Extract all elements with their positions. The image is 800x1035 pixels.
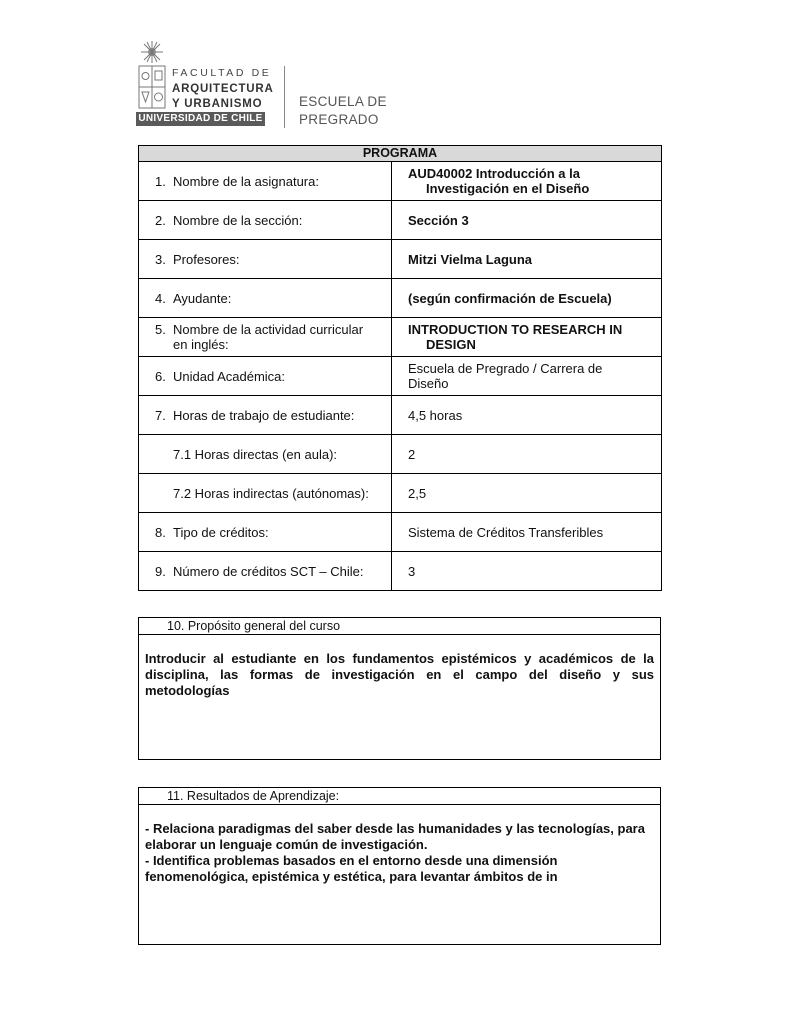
credits-value: 3 [392,552,662,591]
school-line-2: PREGRADO [299,112,379,127]
table-row [139,201,662,240]
table-row [139,240,662,279]
row-label: 7.2 Horas indirectas (autónomas): [139,474,392,513]
academic-unit-value: Escuela de Pregrado / Carrera de Diseño [392,357,662,396]
credit-type-value: Sistema de Créditos Transferibles [392,513,662,552]
row-label: 7.1 Horas directas (en aula): [139,435,392,474]
row-label: 3. Profesores: [139,240,392,279]
row-label: 8. Tipo de créditos: [139,513,392,552]
faculty-name [172,66,274,113]
course-name-value: AUD40002 Introducción a la Investigación en el Diseño [392,162,662,201]
work-hours-value: 4,5 horas [392,396,662,435]
faculty-line-1: FACULTAD DE [172,67,272,79]
programa-table [138,145,662,591]
indirect-hours-value: 2,5 [392,474,662,513]
row-label: 5. Nombre de la actividad curricular en inglés: [139,318,392,357]
row-label: 1. Nombre de la asignatura: [139,162,392,201]
proposito-text: Introducir al estudiante en los fundamentos epistémicos y académicos de la disciplina, las formas de investigación en el campo del diseño y sus metodologías [139,635,661,760]
english-name-value: INTRODUCTION TO RESEARCH IN DESIGN [392,318,662,357]
programa-title: PROGRAMA [139,146,662,162]
row-label: 6. Unidad Académica: [139,357,392,396]
table-row [139,318,662,357]
resultados-header: 11. Resultados de Aprendizaje: [139,788,661,805]
professor-value: Mitzi Vielma Laguna [392,240,662,279]
table-row [139,396,662,435]
table-row [139,357,662,396]
proposito-header: 10. Propósito general del curso [139,618,661,635]
section-value: Sección 3 [392,201,662,240]
list-item: - Identifica problemas basados en el entorno desde una dimensión fenomenológica, epistémica y estética, para levantar ámbitos de in [145,853,558,884]
table-row [139,552,662,591]
table-row [139,162,662,201]
table-row [139,474,662,513]
resultados-body [139,805,661,945]
row-label: 9. Número de créditos SCT – Chile: [139,552,392,591]
university-name-bar: UNIVERSIDAD DE CHILE [136,112,265,126]
table-row [139,435,662,474]
faculty-line-2: ARQUITECTURA [172,82,274,95]
faculty-line-3: Y URBANISMO [172,98,263,110]
resultados-table [138,787,661,945]
table-row [139,513,662,552]
table-row [139,279,662,318]
assistant-value: (según confirmación de Escuela) [392,279,662,318]
row-label: 2. Nombre de la sección: [139,201,392,240]
university-seal-icon [136,40,168,112]
logo-divider [284,66,285,128]
row-label: 4. Ayudante: [139,279,392,318]
school-name [299,93,387,129]
row-label: 7. Horas de trabajo de estudiante: [139,396,392,435]
direct-hours-value: 2 [392,435,662,474]
school-line-1: ESCUELA DE [299,94,387,109]
faculty-logo-header [136,40,396,132]
list-item: - Relaciona paradigmas del saber desde las humanidades y las tecnologías, para elaborar un lenguaje común de investigación. [145,821,645,852]
proposito-table [138,617,661,760]
